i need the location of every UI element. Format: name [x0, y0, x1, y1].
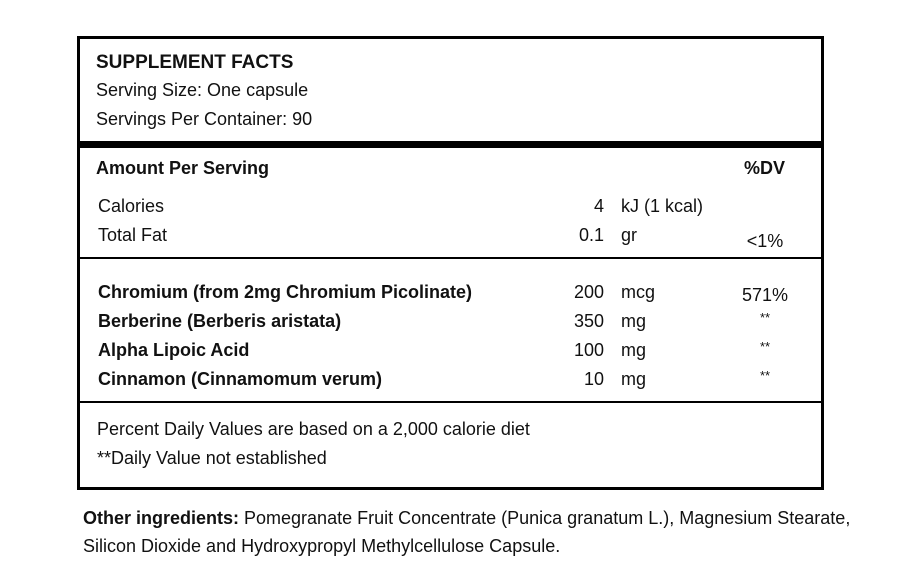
dv-heading: %DV [744, 158, 786, 178]
nutrient-dv: <1% [746, 231, 784, 251]
ingredient-dv: ** [759, 368, 771, 383]
ingredient-name: Berberine (Berberis aristata) [98, 311, 342, 331]
ingredient-dv: ** [759, 339, 771, 354]
other-ingredients [83, 504, 883, 560]
ingredient-unit: mg [621, 311, 647, 331]
other-ingredients-label: Other ingredients: [83, 508, 240, 528]
ingredient-row-berberine [80, 312, 821, 336]
nutrient-unit: kJ (1 kcal) [621, 196, 704, 216]
ingredient-unit: mg [621, 369, 647, 389]
nutrient-amount: 4 [593, 196, 604, 216]
ingredient-row-alpha-lipoic-acid [80, 341, 821, 365]
section-divider [80, 257, 821, 259]
ingredient-name: Cinnamon (Cinnamomum verum) [98, 369, 383, 389]
ingredient-name: Alpha Lipoic Acid [98, 340, 250, 360]
nutrient-row-total-fat [80, 226, 821, 250]
ingredient-dv: ** [759, 310, 771, 325]
ingredient-row-cinnamon [80, 370, 821, 394]
supplement-facts-panel [77, 36, 824, 490]
ingredient-amount: 10 [583, 369, 604, 389]
amount-per-serving-heading: Amount Per Serving [96, 158, 270, 178]
nutrient-amount: 0.1 [578, 225, 604, 245]
other-ingredients-text: Pomegranate Fruit Concentrate (Punica granatum L.), Magnesium Stearate, Silicon Dioxide and Hydroxypropyl Methylcellulose Capsule. [83, 508, 851, 556]
ingredient-amount: 350 [573, 311, 604, 331]
nutrient-name: Calories [98, 196, 165, 216]
footnote-not-established: **Daily Value not established [97, 448, 327, 468]
nutrient-name: Total Fat [98, 225, 168, 245]
serving-size: Serving Size: One capsule [96, 80, 309, 100]
section-divider [80, 401, 821, 403]
ingredient-name: Chromium (from 2mg Chromium Picolinate) [98, 282, 473, 302]
panel-title: SUPPLEMENT FACTS [96, 52, 294, 73]
servings-per-container: Servings Per Container: 90 [96, 109, 313, 129]
nutrient-row-calories [80, 197, 821, 221]
ingredient-dv: 571% [741, 285, 789, 305]
footnote-daily-values: Percent Daily Values are based on a 2,000 calorie diet [97, 419, 530, 439]
nutrient-unit: gr [621, 225, 638, 245]
ingredient-unit: mg [621, 340, 647, 360]
ingredient-amount: 200 [573, 282, 604, 302]
thick-divider [80, 141, 821, 148]
ingredient-row-chromium [80, 283, 821, 307]
ingredient-unit: mcg [621, 282, 656, 302]
ingredient-amount: 100 [573, 340, 604, 360]
